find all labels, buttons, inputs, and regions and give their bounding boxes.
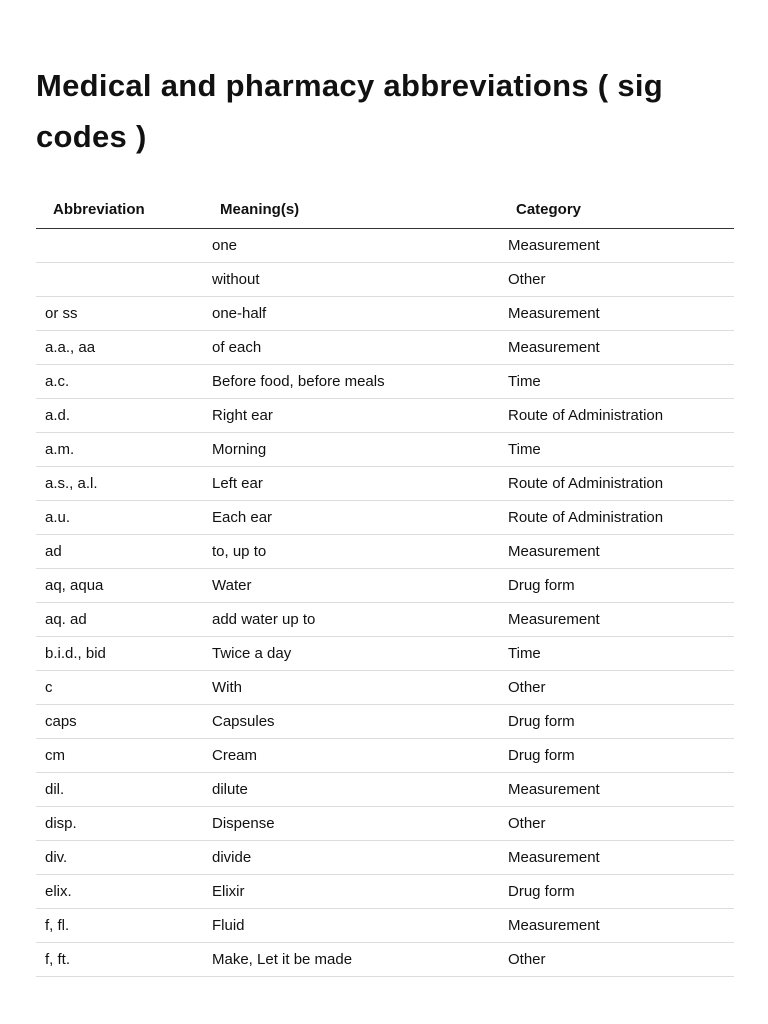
cell-abbreviation: aq, aqua: [36, 569, 203, 603]
cell-meaning: to, up to: [203, 535, 499, 569]
cell-abbreviation: disp.: [36, 807, 203, 841]
table-row: [36, 501, 734, 535]
table-row: [36, 739, 734, 773]
column-header-meaning: Meaning(s): [203, 190, 499, 229]
table-row: [36, 671, 734, 705]
table-row: [36, 433, 734, 467]
cell-category: Time: [499, 637, 734, 671]
cell-category: Measurement: [499, 535, 734, 569]
cell-meaning: one-half: [203, 297, 499, 331]
table-row: [36, 331, 734, 365]
cell-abbreviation: dil.: [36, 773, 203, 807]
cell-meaning: add water up to: [203, 603, 499, 637]
cell-abbreviation: div.: [36, 841, 203, 875]
table-row: [36, 535, 734, 569]
cell-abbreviation: a.c.: [36, 365, 203, 399]
cell-category: Measurement: [499, 603, 734, 637]
cell-abbreviation: c: [36, 671, 203, 705]
cell-meaning: without: [203, 263, 499, 297]
table-row: [36, 943, 734, 977]
cell-category: Route of Administration: [499, 501, 734, 535]
table-row: [36, 909, 734, 943]
cell-abbreviation: aq. ad: [36, 603, 203, 637]
cell-meaning: Right ear: [203, 399, 499, 433]
table-row: [36, 705, 734, 739]
cell-abbreviation: f, fl.: [36, 909, 203, 943]
cell-meaning: Dispense: [203, 807, 499, 841]
cell-abbreviation: a.s., a.l.: [36, 467, 203, 501]
cell-abbreviation: a.m.: [36, 433, 203, 467]
cell-category: Other: [499, 807, 734, 841]
cell-meaning: of each: [203, 331, 499, 365]
cell-abbreviation: caps: [36, 705, 203, 739]
cell-meaning: Fluid: [203, 909, 499, 943]
cell-meaning: one: [203, 229, 499, 263]
cell-abbreviation: cm: [36, 739, 203, 773]
cell-category: Drug form: [499, 569, 734, 603]
cell-category: Time: [499, 365, 734, 399]
cell-abbreviation: b.i.d., bid: [36, 637, 203, 671]
cell-abbreviation: a.u.: [36, 501, 203, 535]
cell-meaning: Before food, before meals: [203, 365, 499, 399]
cell-category: Drug form: [499, 705, 734, 739]
cell-meaning: Twice a day: [203, 637, 499, 671]
cell-abbreviation: f, ft.: [36, 943, 203, 977]
cell-abbreviation: elix.: [36, 875, 203, 909]
page-title: Medical and pharmacy abbreviations ( sig codes ): [36, 68, 664, 154]
table-row: [36, 467, 734, 501]
cell-abbreviation: ad: [36, 535, 203, 569]
cell-category: Time: [499, 433, 734, 467]
cell-category: Measurement: [499, 297, 734, 331]
table-header: [36, 190, 734, 229]
cell-meaning: Elixir: [203, 875, 499, 909]
table-row: [36, 229, 734, 263]
cell-meaning: divide: [203, 841, 499, 875]
table-row: [36, 399, 734, 433]
table-row: [36, 875, 734, 909]
table-row: [36, 637, 734, 671]
table-row: [36, 807, 734, 841]
cell-category: Measurement: [499, 773, 734, 807]
cell-category: Measurement: [499, 331, 734, 365]
cell-meaning: dilute: [203, 773, 499, 807]
cell-category: Measurement: [499, 841, 734, 875]
column-header-abbreviation: Abbreviation: [36, 190, 203, 229]
column-header-category: Category: [499, 190, 734, 229]
cell-meaning: Left ear: [203, 467, 499, 501]
table-row: [36, 297, 734, 331]
cell-meaning: Each ear: [203, 501, 499, 535]
table-row: [36, 263, 734, 297]
header-row: [36, 190, 734, 229]
cell-abbreviation: or ss: [36, 297, 203, 331]
cell-abbreviation: [36, 229, 203, 263]
cell-category: Measurement: [499, 909, 734, 943]
cell-category: Route of Administration: [499, 467, 734, 501]
cell-meaning: Morning: [203, 433, 499, 467]
cell-category: Drug form: [499, 875, 734, 909]
cell-abbreviation: a.a., aa: [36, 331, 203, 365]
table-body: [36, 229, 734, 977]
cell-abbreviation: a.d.: [36, 399, 203, 433]
table-row: [36, 569, 734, 603]
cell-abbreviation: [36, 263, 203, 297]
cell-category: Other: [499, 943, 734, 977]
cell-meaning: Cream: [203, 739, 499, 773]
table-row: [36, 603, 734, 637]
table-row: [36, 841, 734, 875]
cell-meaning: Capsules: [203, 705, 499, 739]
cell-meaning: With: [203, 671, 499, 705]
cell-category: Drug form: [499, 739, 734, 773]
abbreviations-table: [36, 190, 734, 977]
cell-category: Measurement: [499, 229, 734, 263]
cell-category: Other: [499, 263, 734, 297]
cell-meaning: Make, Let it be made: [203, 943, 499, 977]
cell-meaning: Water: [203, 569, 499, 603]
cell-category: Other: [499, 671, 734, 705]
table-row: [36, 773, 734, 807]
cell-category: Route of Administration: [499, 399, 734, 433]
table-row: [36, 365, 734, 399]
